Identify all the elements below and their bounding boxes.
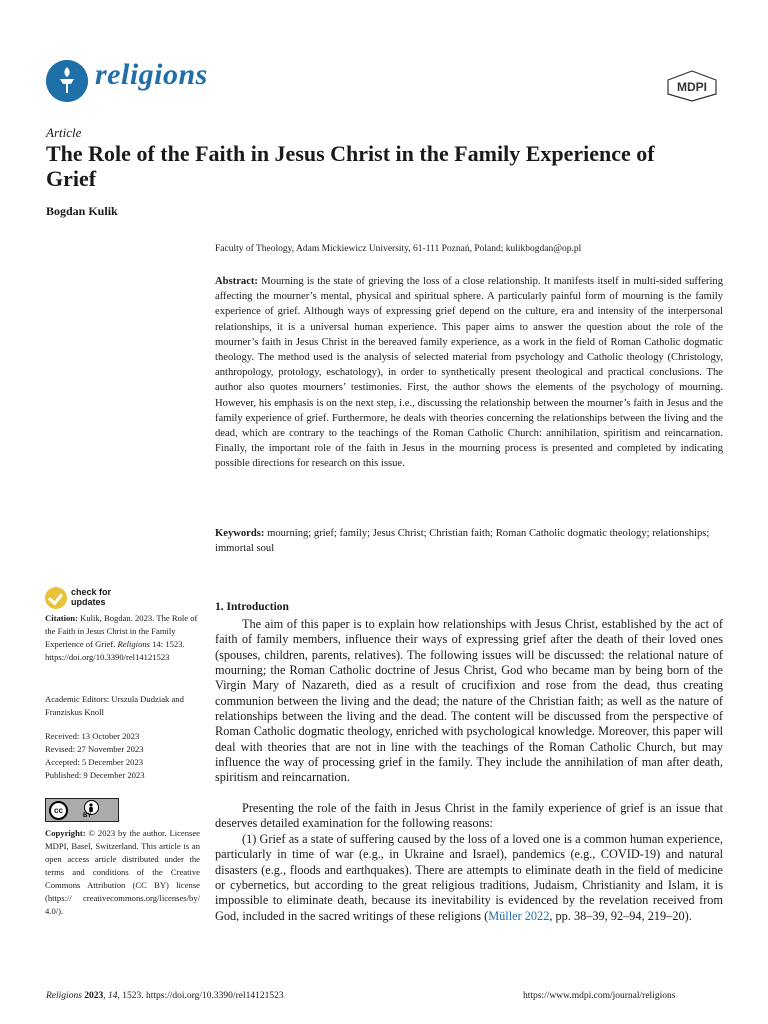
author-name: Bogdan Kulik — [46, 204, 118, 218]
article-title: The Role of the Faith in Jesus Christ in the Family Experience of Grief — [46, 141, 655, 191]
para3-text-a: (1) Grief as a state of suffering caused by the loss of a loved one is a common human experience, particularly in time of war (e.g., in Ukraine and Israel), pandemics (e.g., COVID-19) and natural disasters (e.g., floods and earthquakes). There are attempts to eliminate death in the field of medicine or cybernetics, but according to the great religious traditions, Judaism, Christianity and Islam, it is impossible to eliminate death, because its inevitability is evidenced by the revelation received from God, included in the sacred writings of these religions ( — [215, 832, 723, 923]
check-updates-line2: updates — [71, 597, 106, 607]
footer-year: 2023 — [84, 991, 104, 1001]
accepted-date: Accepted: 5 December 2023 — [45, 757, 144, 767]
citation-link[interactable]: Müller 2022 — [488, 908, 550, 923]
abstract-text: Mourning is the state of grieving the loss of a close relationship. It manifests itself in multi-sided suffering affecting the mourner’s mental, physical and spiritual sphere. A particularly painful form of mourning is the family experience of grief. Although ways of expressing grief depend on the culture, era and intensity of the interpersonal relationships, it is a universal human experience. This paper aims to answer the question about the role of the mourner’s faith in Jesus Christ in the bereaved family experience, as a work in the field of Roman Catholic dogmatic theology. The method used is the analysis of selected material from psychology and Catholic theology (Christology, anthropology, protology, eschatology), in order to synthetically present theological and practical conclusions. The author also quotes mourners’ testimonies. First, the author shows the elements of the psychology of mourning. However, his emphasis is on the next step, i.e., discussing the relationship between the mourner’s faith in Jesus and the family experience of grief. Furthermore, he deals with theories concerning the relationships between the living and the dead, which are contrary to the teachings of the Roman Catholic Church: annihilation, spiritism and reincarnation. Finally, the important role of the faith in Jesus in the mourning process is presented and completed by indicating possible directions for research on this issue. — [215, 276, 723, 470]
citation-journal: Religions — [117, 639, 151, 649]
author-affiliation: Faculty of Theology, Adam Mickiewicz University, 61-111 Poznań, Poland; kulikbogdan@op.pl — [215, 244, 582, 254]
cc-by-license-icon[interactable] — [45, 798, 119, 822]
cc-icon: cc — [49, 801, 68, 820]
body-paragraph-2: Presenting the role of the faith in Jesus Christ in the family experience of grief is an issue that deserves detailed examination for the following reasons: — [215, 801, 723, 831]
citation-label: Citation: — [45, 613, 78, 623]
publisher-logo[interactable] — [666, 70, 718, 102]
footer-volume: 14 — [108, 991, 118, 1001]
journal-name[interactable]: religions — [95, 58, 208, 91]
received-date: Received: 13 October 2023 — [45, 731, 140, 741]
checkmark-icon — [45, 587, 67, 609]
publisher-name: MDPI — [677, 80, 707, 94]
published-date: Published: 9 December 2023 — [45, 770, 145, 780]
footer-journal-url[interactable]: https://www.mdpi.com/journal/religions — [523, 991, 676, 1001]
keywords-text: mourning; grief; family; Jesus Christ; Christian faith; Roman Catholic dogmatic theology; relationships; immortal soul — [215, 528, 710, 555]
citation-text-b[interactable]: 14: 1523. https://doi.org/10.3390/rel14121523 — [45, 639, 185, 662]
check-updates-line1: check for — [71, 587, 112, 597]
revised-date: Revised: 27 November 2023 — [45, 744, 144, 754]
para3-text-b: , pp. 38–39, 92–94, 219–20). — [549, 908, 692, 923]
body-paragraph-3 — [215, 832, 723, 924]
copyright-text: © 2023 by the author. Licensee MDPI, Basel, Switzerland. This article is an open access article distributed under the terms and conditions of the Creative Commons Attribution (CC BY) license (https:// creativecommons.org/licenses/by/ 4.0/). — [45, 828, 200, 916]
citation-text-a: Kulik, Bogdan. 2023. The Role of the Faith in Jesus Christ in the Family Experience of Grief. — [45, 613, 198, 649]
citation-block — [45, 612, 200, 664]
by-label: BY — [83, 813, 92, 819]
article-type: Article — [46, 125, 82, 140]
journal-logo-icon — [46, 60, 88, 102]
section-heading: 1. Introduction — [215, 601, 289, 613]
footer-journal: Religions — [46, 991, 82, 1001]
abstract — [215, 274, 723, 472]
keywords-label: Keywords: — [215, 528, 265, 539]
footer-doi[interactable]: , 1523. https://doi.org/10.3390/rel14121523 — [117, 991, 284, 1001]
publication-dates — [45, 730, 200, 782]
abstract-label: Abstract: — [215, 276, 258, 287]
academic-editors: Academic Editors: Urszula Dudziak and Franziskus Knoll — [45, 694, 184, 717]
copyright-label: Copyright: — [45, 828, 86, 838]
keywords — [215, 526, 723, 556]
check-for-updates-button[interactable] — [45, 587, 155, 609]
body-paragraph-1: The aim of this paper is to explain how relationships with Jesus Christ, established by the act of faith of family members, influence their ways of expressing grief after the death of their loved ones (spouses, children, parents, relatives). The following issues will be discussed: the relational nature of mourning; the Roman Catholic doctrine of Jesus Christ, God who became man by being born of the Virgin Mary of Nazareth, died as a result of crucifixion and rose from the dead, thus creating communion between the living and the dead; the nature of the Christian faith; as well as the nature of relationships between the living and the dead. The content will be discussed from the perspective of Roman Catholic dogmatic theology, enriched with psychological knowledge. Moreover, this paper will deal with theories that are not in line with the teachings of the Roman Catholic Church, but may influence the way of processing grief in the family. They include the annihilation of man after death, spiritism and reincarnation. — [215, 617, 723, 785]
footer-citation: Religions 2023, 14, 1523. https://doi.org/10.3390/rel14121523 — [46, 991, 284, 1001]
copyright-notice — [45, 827, 200, 918]
